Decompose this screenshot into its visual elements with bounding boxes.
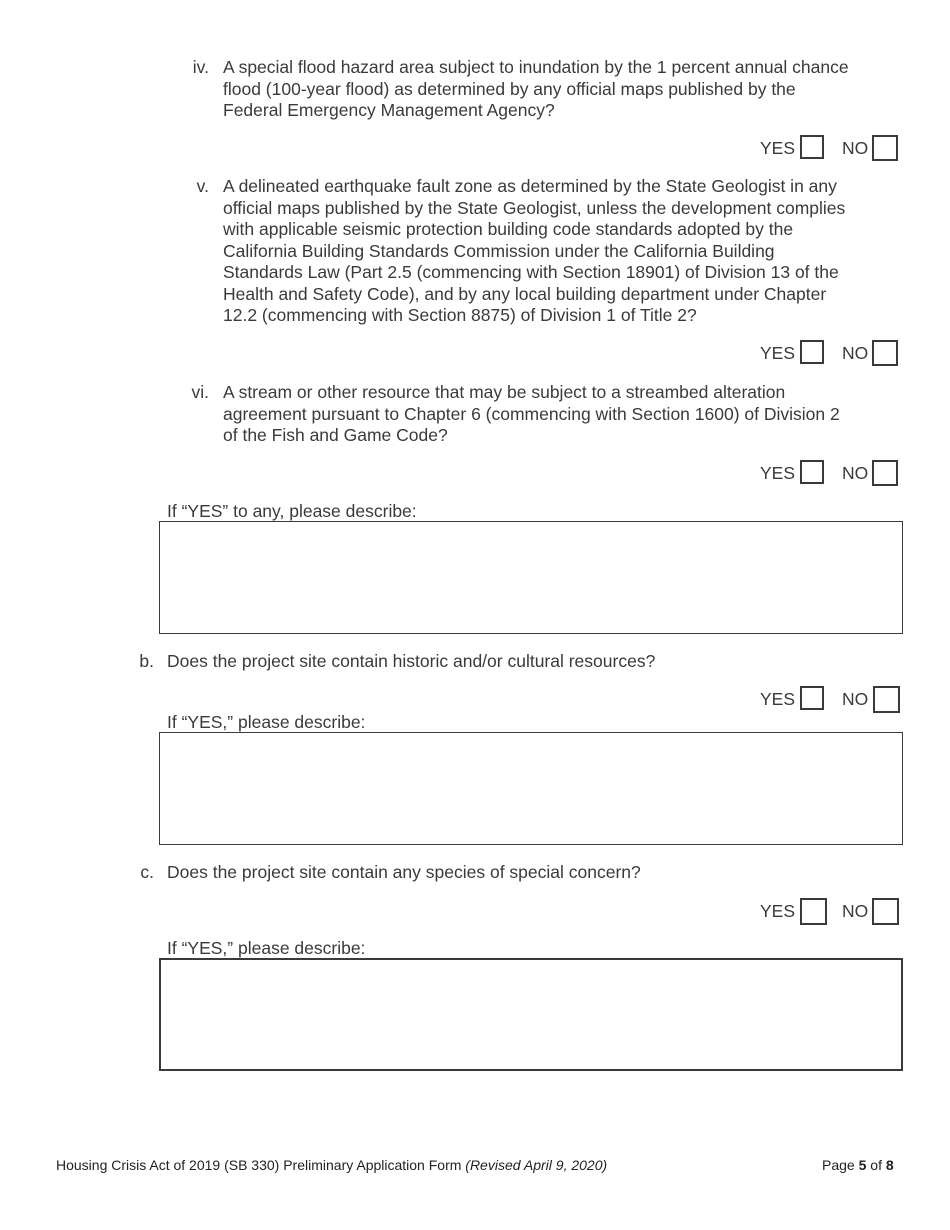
no-label: NO [842,463,869,483]
item-iv-yes-checkbox[interactable] [800,135,824,159]
footer-revised-date: (Revised April 9, 2020) [465,1157,608,1173]
item-vi-text: A stream or other resource that may be subject to a streambed alteration agreement pursuant to Chapter 6 (commencing with Section 1600) of Division 2 of the Fish and Game Code? [223,382,840,445]
question-c-describe-textbox[interactable] [159,958,903,1071]
no-label: NO [842,343,869,363]
yes-label: YES [760,901,796,921]
describe-any-label: If “YES” to any, please describe: [167,501,417,521]
yes-label: YES [760,463,796,483]
page-of: of [866,1157,886,1173]
item-vi-yes-checkbox[interactable] [800,460,824,484]
describe-any-textbox[interactable] [159,521,903,634]
item-v-number: v. [196,176,209,196]
footer-title [56,1157,607,1174]
footer-form-name: Housing Crisis Act of 2019 (SB 330) Preliminary Application Form [56,1157,466,1173]
question-c-text: Does the project site contain any species of special concern? [167,862,641,882]
yes-label: YES [760,343,796,363]
question-b-no-checkbox[interactable] [873,686,900,713]
no-label: NO [842,901,869,921]
item-iv-number: iv. [192,57,209,77]
item-vi-no-checkbox[interactable] [872,460,898,486]
question-c-no-checkbox[interactable] [872,898,899,925]
question-b-yes-checkbox[interactable] [800,686,824,710]
yes-label: YES [760,138,796,158]
item-v-text: A delineated earthquake fault zone as determined by the State Geologist in any official maps published by the State Geologist, unless the development complies with applicable seismic protection building code standards adopted by the California Building Standards Commission under the California Building Standards Law (Part 2.5 (commencing with Section 18901) of Division 13 of the Health and Safety Code), and by any local building department under Chapter 12.2 (commencing with Section 8875) of Division 1 of Title 2? [223,176,846,325]
page-prefix: Page [822,1157,859,1173]
question-c-letter: c. [140,862,154,882]
question-b-describe-label: If “YES,” please describe: [167,712,366,732]
question-c-describe-label: If “YES,” please describe: [167,938,366,958]
item-v-no-checkbox[interactable] [872,340,898,366]
question-b-letter: b. [139,651,154,671]
question-b-describe-textbox[interactable] [159,732,903,845]
item-iv-no-checkbox[interactable] [872,135,898,161]
item-iv-text: A special flood hazard area subject to inundation by the 1 percent annual chance flood (100-year flood) as determined by any official maps published by the Federal Emergency Management Agency? [223,57,849,120]
question-b-text: Does the project site contain historic and/or cultural resources? [167,651,656,671]
yes-label: YES [760,689,796,709]
no-label: NO [842,138,869,158]
footer-page-number [822,1157,894,1174]
item-vi-number: vi. [191,382,209,402]
no-label: NO [842,689,869,709]
page-total: 8 [885,1157,894,1173]
item-v-yes-checkbox[interactable] [800,340,824,364]
question-c-yes-checkbox[interactable] [800,898,827,925]
page-current: 5 [858,1157,867,1173]
